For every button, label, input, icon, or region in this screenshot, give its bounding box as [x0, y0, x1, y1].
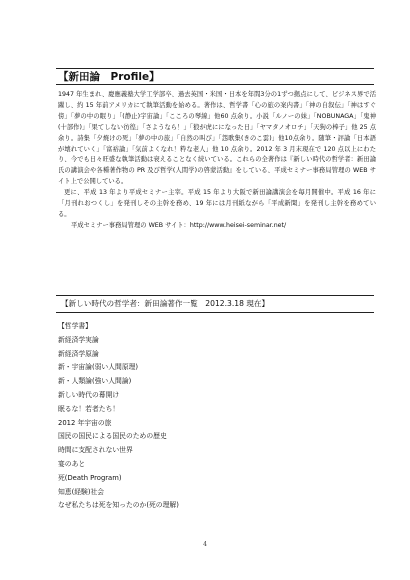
website-line: 平成セミナー事務局管理の WEB サイト：http://www.heisei-seminar.net/ [71, 221, 287, 229]
works-list [58, 320, 179, 513]
list-item: 知恵(経験)社会 [58, 487, 105, 496]
bio-paragraph-1: 1947 年生まれ、慶應義塾大学工学部卒、過去英国・米国・日本を年間3分の1ずつ拠点にして、ビジネス界で活躍し、約 15 年前アメリカにて執筆活動を始める。著作は、哲学書「心の旅の案内書」「神の自叙伝」「神はすぐ傍」「夢の中の眠り」「(静止)宇宙論」「こころの琴線」他60 点余り。小説「ルノーの妹」「NOBUNAGA」「鬼神(十部作)」「果てしない彷徨」「さようなら！」「狼が虎にになった日」「ヤマタノオロチ」「天狗の棒子」他 25 点余り。詩集「夕焼けの死」「夢の中の旅」「自然の叫び」「怨歌集(きのこ雲)」他10点余り。随筆・評論「日本語が壊れていく」「富裕論」「気前よくなれ！粋な老人」他 10 点余り。2012 年 3 月末現在で 120 点以上にわたり、今でも日々旺盛な執筆活動は衰えることなく続いている。これらの全著作は『新しい時代の哲学者：新田論氏の講演会や各種著作物の PR 及び哲学(人間学)の啓蒙活動』をしている、平成セミナー事務局管理の WEB サイト上で公開している。 [58, 91, 376, 186]
works-category: 【哲学書】 [58, 322, 92, 330]
list-item: 新しい時代の幕開け [58, 390, 120, 399]
list-item: 国民の国民による国民のための歴史 [58, 432, 167, 441]
list-item: 新経済学実論 [58, 335, 99, 344]
list-item: 新・宇宙論(弱い人間原理) [58, 363, 139, 372]
list-item: なぜ私たちは死を知ったのか(死の理解) [58, 501, 179, 510]
list-item: 2012 年宇宙の旅 [58, 418, 112, 427]
works-heading: 【新しい時代の哲学者：新田論著作一覧 2012.3.18 現在】 [61, 299, 270, 308]
bio-paragraph-2: 更に、平成 13 年より平成セミナー主宰。平成 15 年より大阪で新田論講演会を毎月開催中。平成 16 年に「月刊れおつくし」を発刊しその主幹を務め、19 年には月刊紙ながら「平成新聞」を発刊し主幹を務めている。 [58, 189, 376, 218]
list-item: 新・人類論(強い人間論) [58, 377, 132, 386]
list-item: 死(Death Program) [58, 473, 122, 482]
list-item: 新経済学原論 [58, 349, 99, 358]
profile-heading: 【新田論 Profile】 [58, 71, 160, 83]
profile-bio [58, 90, 376, 232]
page-number: 4 [203, 541, 207, 548]
list-item: 宴のあと [58, 459, 86, 468]
list-item: 眠るな！若者たち！ [58, 404, 120, 413]
list-item: 時間に支配されない世界 [58, 446, 133, 455]
works-header-box [56, 295, 374, 313]
profile-header-box [56, 68, 374, 85]
